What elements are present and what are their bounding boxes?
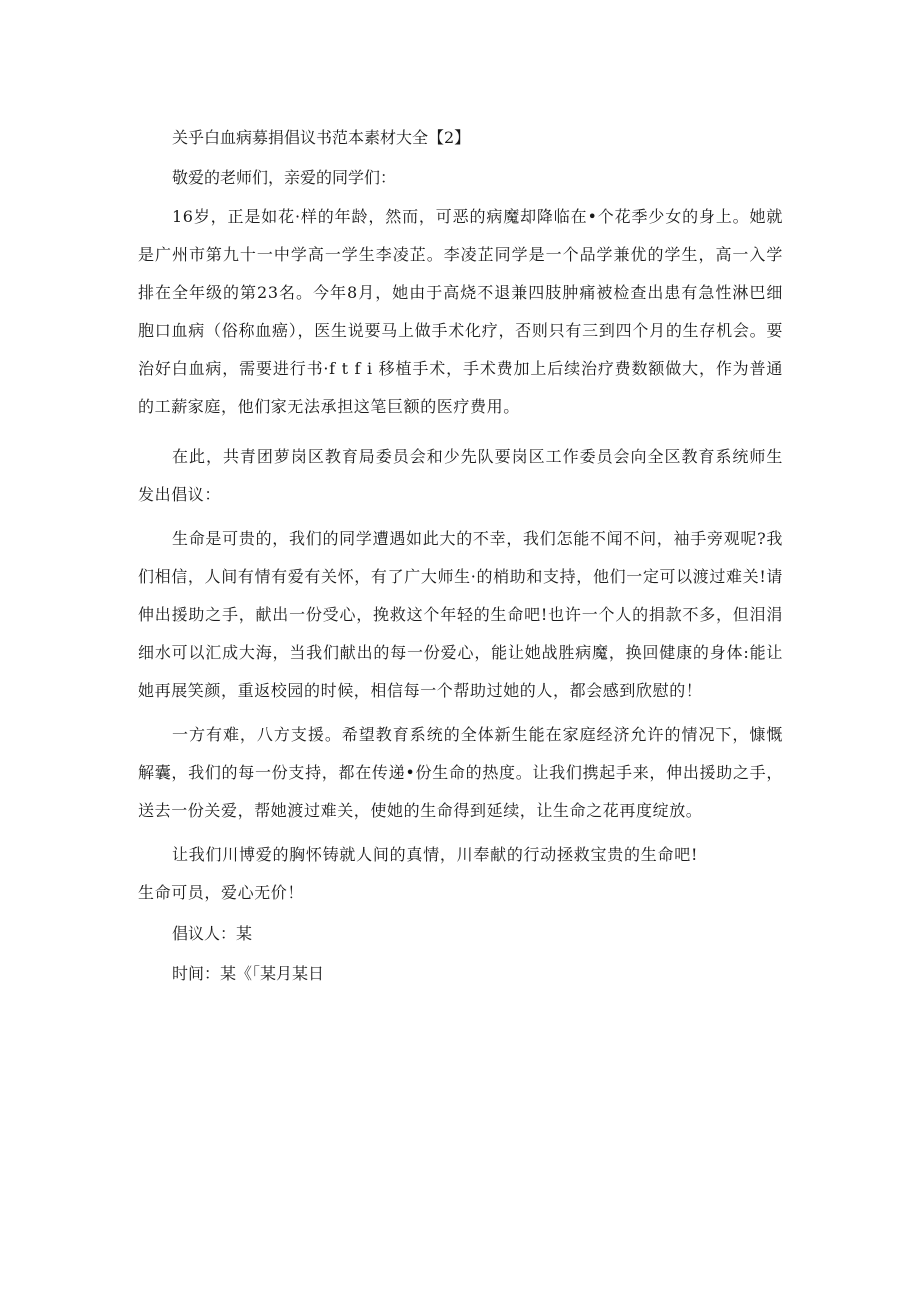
document-title: 关乎白血病募捐倡议书范本素材大全【2】: [172, 128, 471, 147]
document-page: [138, 120, 783, 992]
paragraph-2: 在此，共青团萝岗区教育局委员会和少先队要岗区工作委员会向全区教育系统师生发出倡议：: [138, 447, 783, 504]
paragraph-3: 生命是可贵的，我们的同学遭遇如此大的不幸，我们怎能不闻不问，袖手旁观呢?我们相信，人间有情有爱有关怀，有了广大师生·的梢助和支持，他们一定可以渡过难关!请伸出援助之手，献出一份受心，挽救这个年轻的生命吧!也许一个人的捐款不多，但泪涓细水可以汇成大海，当我们献出的每一份爱心，能让她战胜病魔，换回健康的身体:能让她再展笑颜，重返校园的时候，相信每一个帮助过她的人，都会感到欣慰的！: [138, 529, 783, 700]
paragraph-5: 让我们川博爱的胸怀铸就人间的真情，川奉献的行动拯救宝贵的生命吧!生命可员，爱心无价！: [138, 845, 698, 902]
date-line: 时间：某《「某月某日: [172, 964, 325, 983]
signature: 倡议人：某: [172, 924, 253, 943]
paragraph-1: 16岁，正是如花·样的年龄，然而，可恶的病魔却降临在•个花季少女的身上。她就是广州市第九十一中学高一学生李凌芷。李凌芷同学是一个品学兼优的学生，高一入学排在全年级的第23名。今年8月，她由于高烧不退兼四肢肿痛被检查出患有急性淋巴细胞口血病（俗称血癌），医生说要马上做手术化疗，否则只有三到四个月的生存机会。要治好白血病，需要进行书·f t f i 移植手术，手术费加上后续治疗费数额做大，作为普通的工薪家庭，他们家无法承担这笔巨额的医疗费用。: [138, 207, 783, 416]
salutation: 敬爱的老师们，亲爱的同学们：: [172, 168, 397, 187]
paragraph-4: 一方有难，八方支援。希望教育系统的全体新生能在家庭经济允许的情况下，慷慨解囊，我们的每一份支持，都在传递•份生命的热度。让我们携起手来，伸出援助之手，送去一份关爱，帮她渡过难关，使她的生命得到延续，让生命之花再度绽放。: [138, 725, 783, 820]
